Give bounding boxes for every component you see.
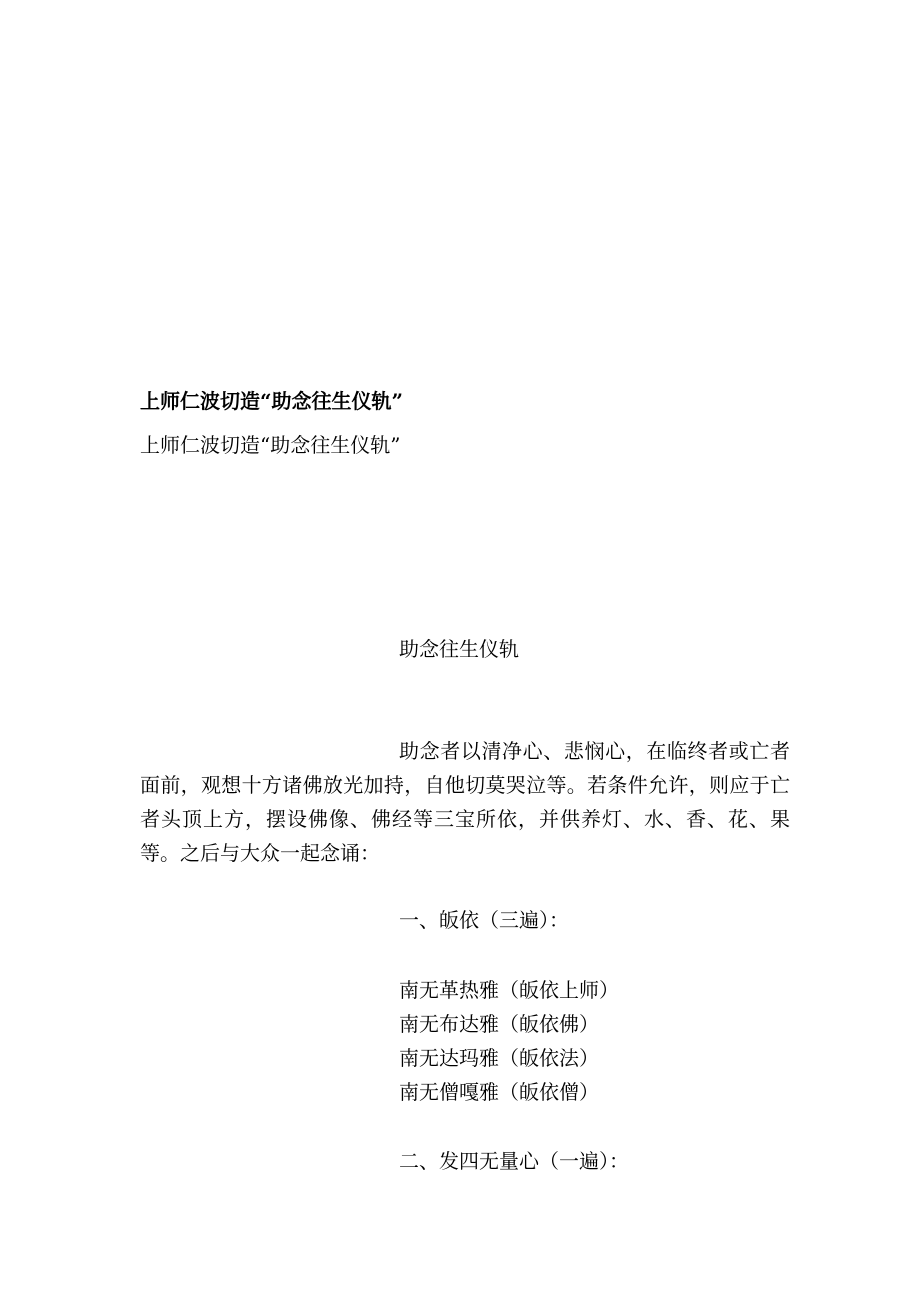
intro-paragraph: 助念者以清净心、悲悯心，在临终者或亡者面前，观想十方诸佛放光加持，自他切莫哭泣等。若条件允许，则应于亡者头顶上方，摆设佛像、佛经等三宝所依，并供养灯、水、香、花、果等。之后与大众一起念诵：: [140, 739, 790, 865]
refuge-line-dharma: 南无达玛雅（皈依法）: [399, 1046, 599, 1070]
section-four-immeasurables-heading: 二、发四无量心（一遍）：: [399, 1149, 629, 1173]
section-refuge-heading: 一、皈依（三遍）：: [399, 908, 569, 932]
refuge-list: [399, 973, 619, 1109]
refuge-line-guru: 南无革热雅（皈依上师）: [399, 978, 619, 1002]
ritual-title: 助念往生仪轨: [399, 637, 519, 661]
document-heading-plain: 上师仁波切造“助念往生仪轨”: [140, 433, 401, 457]
refuge-line-sangha: 南无僧嘎雅（皈依僧）: [399, 1080, 599, 1104]
document-heading-bold: 上师仁波切造“助念往生仪轨”: [140, 389, 404, 413]
refuge-line-buddha: 南无布达雅（皈依佛）: [399, 1012, 599, 1036]
